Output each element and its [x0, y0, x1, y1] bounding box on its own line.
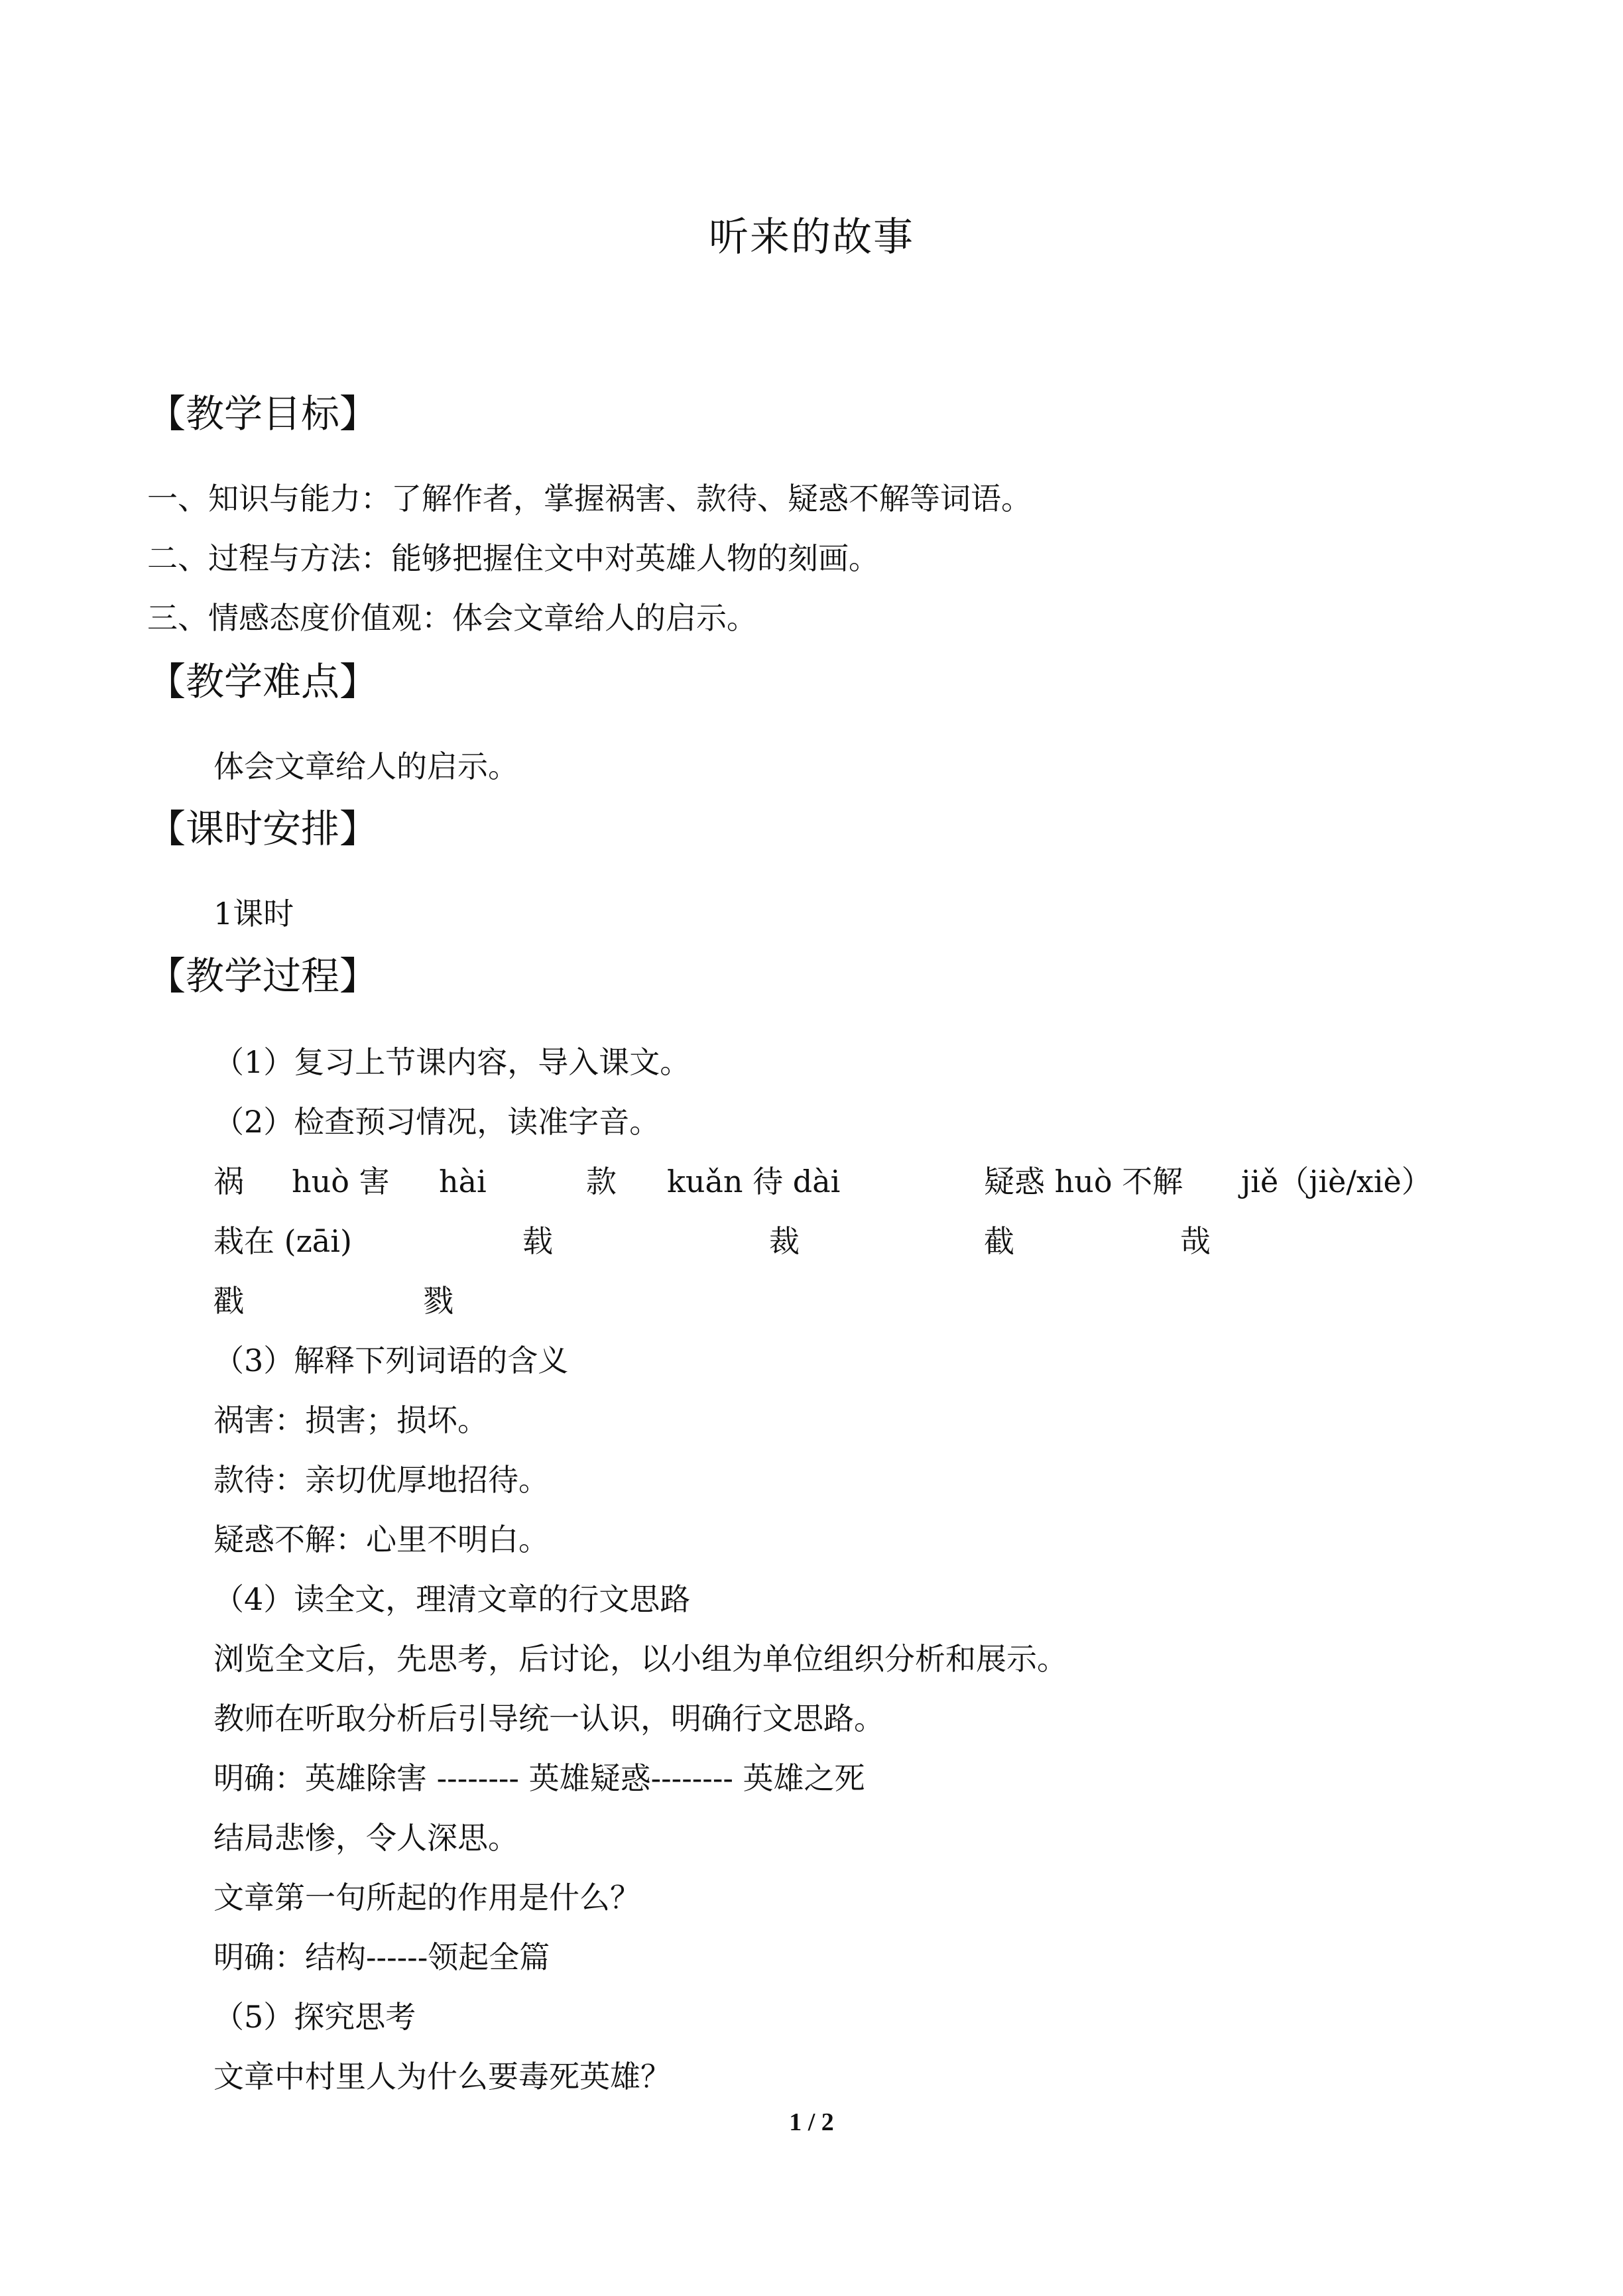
document-title: 听来的故事	[709, 214, 914, 261]
pinyin-char: 祸	[213, 1164, 244, 1199]
heading-difficulty: 【教学难点】	[147, 659, 379, 704]
pinyin-char: 载	[522, 1223, 553, 1259]
step4-line-3: 明确：英雄除害 -------- 英雄疑惑-------- 英雄之死	[213, 1760, 865, 1796]
schedule-text: 1课时	[213, 896, 294, 932]
pinyin-char: hài	[439, 1164, 487, 1199]
process-step-4: （4）读全文，理清文章的行文思路	[213, 1581, 691, 1617]
definition-1: 祸害：损害；损坏。	[213, 1402, 488, 1438]
objective-item-2: 二、过程与方法：能够把握住文中对英雄人物的刻画。	[147, 540, 879, 576]
heading-process: 【教学过程】	[147, 953, 379, 998]
step4-line-5: 文章第一句所起的作用是什么？	[213, 1880, 640, 1915]
process-step-3: （3）解释下列词语的含义	[213, 1343, 569, 1378]
objective-item-3: 三、情感态度价值观：体会文章给人的启示。	[147, 600, 757, 636]
pinyin-char: jiě（jiè/xiè）	[1241, 1164, 1432, 1199]
definition-2: 款待：亲切优厚地招待。	[213, 1462, 549, 1498]
step4-line-1: 浏览全文后，先思考，后讨论，以小组为单位组织分析和展示。	[213, 1641, 1067, 1677]
pinyin-char: 裁	[769, 1223, 800, 1259]
objective-item-1: 一、知识与能力：了解作者，掌握祸害、款待、疑惑不解等词语。	[147, 481, 1032, 516]
pinyin-char: 款	[586, 1164, 617, 1199]
pinyin-char: 戳	[213, 1283, 244, 1319]
step4-line-4: 结局悲惨，令人深思。	[213, 1820, 518, 1856]
pinyin-char: 哉	[1180, 1223, 1211, 1259]
difficulty-text: 体会文章给人的启示。	[213, 749, 518, 784]
pinyin-char: huò 害	[292, 1164, 390, 1199]
pinyin-char: 戮	[423, 1283, 453, 1319]
process-step-1: （1）复习上节课内容，导入课文。	[213, 1044, 691, 1080]
heading-schedule: 【课时安排】	[147, 806, 379, 851]
pinyin-char: 疑惑 huò 不解	[984, 1164, 1183, 1199]
process-step-2: （2）检查预习情况，读准字音。	[213, 1104, 660, 1140]
step4-line-6: 明确：结构------领起全篇	[213, 1939, 550, 1975]
pinyin-char: 截	[984, 1223, 1014, 1259]
page-number: 1 / 2	[789, 2108, 834, 2136]
pinyin-char: 栽在 (zāi)	[213, 1223, 352, 1259]
pinyin-char: kuǎn 待 dài	[667, 1164, 841, 1199]
heading-objectives: 【教学目标】	[147, 391, 379, 436]
step4-line-2: 教师在听取分析后引导统一认识，明确行文思路。	[213, 1701, 884, 1736]
definition-3: 疑惑不解：心里不明白。	[213, 1522, 549, 1557]
step5-question: 文章中村里人为什么要毒死英雄？	[213, 2059, 671, 2094]
process-step-5: （5）探究思考	[213, 1999, 416, 2035]
